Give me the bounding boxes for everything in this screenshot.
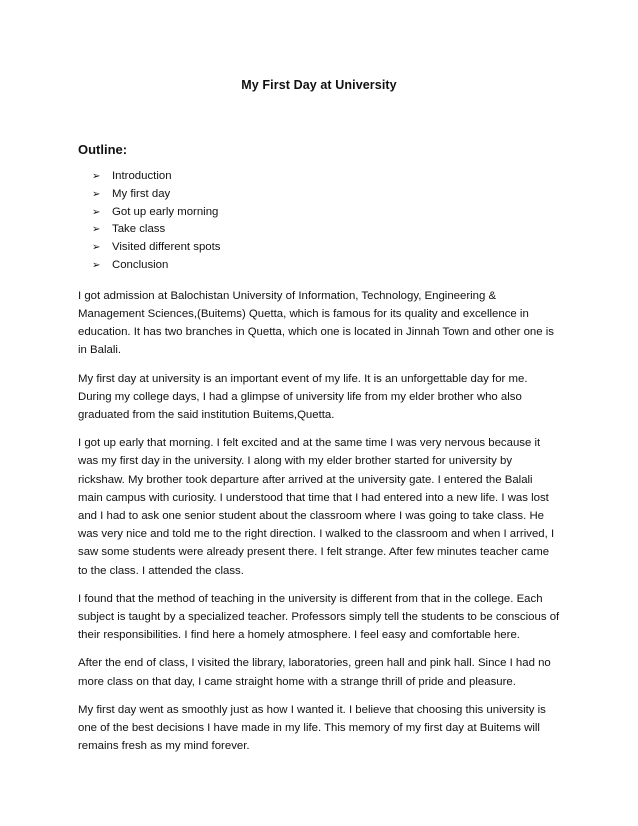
outline-list — [78, 168, 560, 275]
outline-item — [92, 186, 560, 204]
outline-item-label: Introduction — [112, 170, 172, 182]
outline-item-label: Got up early morning — [112, 205, 219, 218]
paragraph-teaching-method: I found that the method of teaching in the university is different from that in the college. Each subject is taught by a specialized teacher. Professors simply tell the students to be conscious of their responsibilities. I find here a homely atmosphere. I feel easy and comfortable here. — [78, 592, 560, 642]
outline-item — [92, 168, 560, 186]
arrow-bullet-icon: ➢ — [92, 224, 101, 236]
paragraph-introduction: I got admission at Balochistan University of Information, Technology, Engineering & Management Sciences,(Buitems) Quetta, which is famous for its quality and excellence in education. It has two branches in Quetta, which one is located in Jinnah Town and other one is in Balali. — [78, 289, 554, 357]
paragraph-got-up-early: I got up early that morning. I felt excited and at the same time I was very nervous because it was my first day in the university. I along with my elder brother started for university by rickshaw. My brother took departure after arrived at the university gate. I entered the Balali main campus with curiosity. I understood that time that I had entered into a new life. I was lost and I had to ask one senior student about the classroom where I was going to take class. He was very nice and told me to the right direction. I walked to the classroom and when I arrived, I saw some students were already present there. I felt strange. After few minutes teacher came to the class. I attended the class. — [78, 437, 555, 577]
outline-heading: Outline: — [78, 142, 128, 157]
document-title: My First Day at University — [241, 78, 397, 92]
paragraph-visited-spots: After the end of class, I visited the library, laboratories, green hall and pink hall. Since I had no more class on that day, I came straight home with a strange thrill of pride and pleasure. — [78, 657, 551, 688]
paragraph-first-day: My first day at university is an important event of my life. It is an unforgettable day for me. During my college days, I had a glimpse of university life from my elder brother who also graduated from the said institution Buitems,Quetta. — [78, 372, 528, 421]
outline-item-label: My first day — [112, 187, 171, 200]
outline-item-label: Visited different spots — [112, 241, 221, 254]
arrow-bullet-icon: ➢ — [92, 242, 101, 254]
outline-item-label: Conclusion — [112, 258, 169, 271]
arrow-bullet-icon: ➢ — [92, 171, 101, 182]
arrow-bullet-icon: ➢ — [92, 259, 101, 271]
outline-item — [92, 257, 560, 275]
outline-item — [92, 221, 560, 239]
arrow-bullet-icon: ➢ — [92, 188, 101, 200]
arrow-bullet-icon: ➢ — [92, 206, 101, 218]
outline-item-label: Take class — [112, 223, 166, 236]
paragraph-conclusion: My first day went as smoothly just as how I wanted it. I believe that choosing this university is one of the best decisions I have made in my life. This memory of my first day at Buitems will remains fresh as my mind forever. — [78, 703, 546, 753]
outline-item — [92, 239, 560, 257]
outline-item — [92, 204, 560, 222]
